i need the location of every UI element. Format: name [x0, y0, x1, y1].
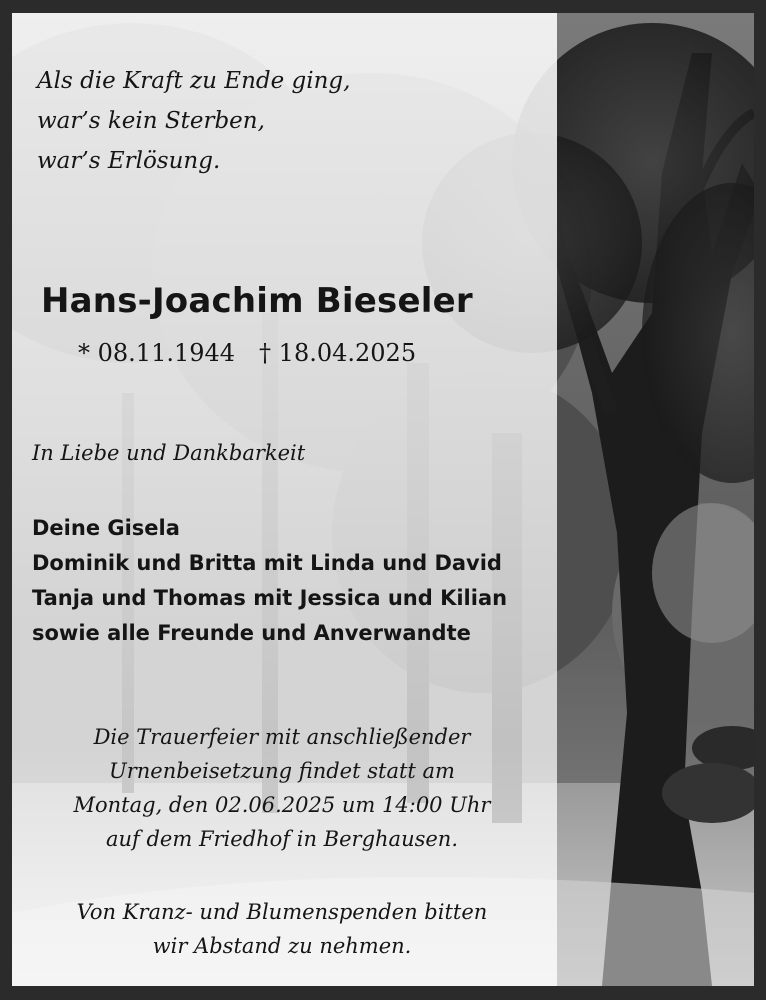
quote-line: war’s Erlösung. — [37, 148, 221, 174]
quote-line: war’s kein Sterben, — [37, 108, 265, 134]
deceased-name: Hans-Joachim Bieseler — [41, 281, 473, 321]
service-line: Urnenbeisetzung findet statt am — [109, 759, 455, 783]
death-date: † 18.04.2025 — [259, 339, 417, 367]
family-line: Deine Gisela — [32, 516, 180, 540]
family-line: Tanja und Thomas mit Jessica und Kilian — [32, 586, 508, 610]
service-line: Die Trauerfeier mit anschließender — [93, 725, 471, 749]
family-line: sowie alle Freunde und Anverwandte — [32, 621, 471, 645]
life-dates — [78, 339, 440, 367]
birth-date: * 08.11.1944 — [78, 339, 236, 367]
service-line: auf dem Friedhof in Berghausen. — [106, 827, 458, 851]
quote-line: Als die Kraft zu Ende ging, — [37, 68, 351, 94]
flowers-line: Von Kranz- und Blumenspenden bitten — [76, 900, 488, 924]
family-block — [32, 511, 507, 651]
flowers-line: wir Abstand zu nehmen. — [152, 934, 412, 958]
family-line: Dominik und Britta mit Linda und David — [32, 551, 502, 575]
thanks-line: In Liebe und Dankbarkeit — [32, 441, 306, 465]
flowers-block — [32, 895, 532, 963]
service-line: Montag, den 02.06.2025 um 14:00 Uhr — [73, 793, 491, 817]
service-block — [32, 720, 532, 856]
quote-block — [37, 61, 350, 181]
